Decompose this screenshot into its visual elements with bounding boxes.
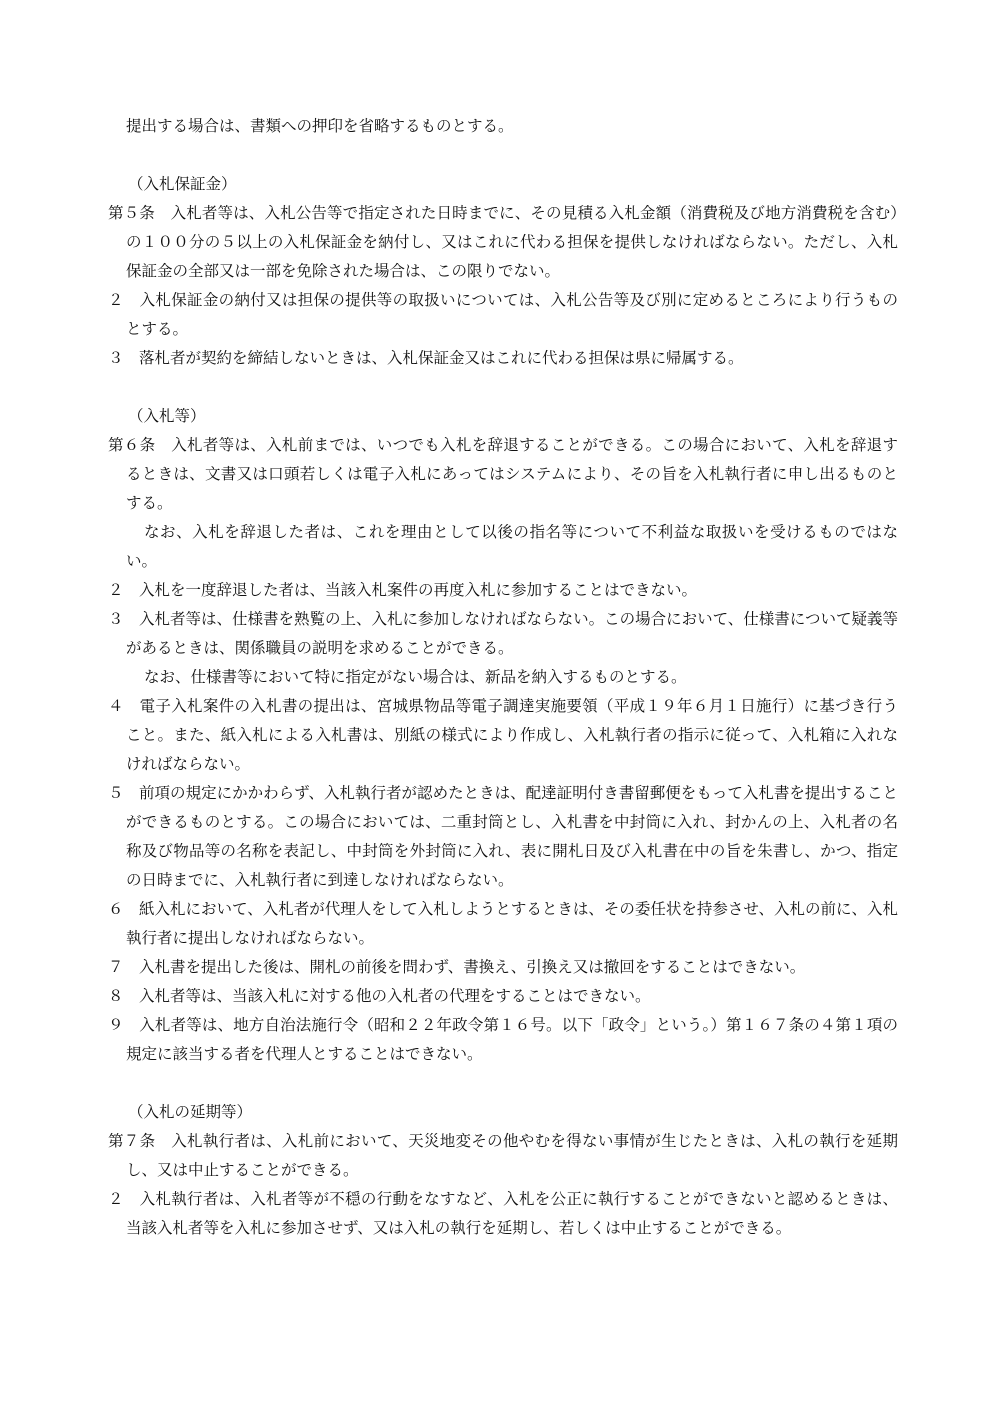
section-heading-postponement: （入札の延期等） <box>128 1103 253 1121</box>
article-5-item-3: ３ 落札者が契約を締結しないときは、入札保証金又はこれに代わる担保は県に帰属する。 <box>108 349 744 367</box>
article-6-item-6: ６ 紙入札において、入札者が代理人をして入札しようとするときは、その委任状を持参させ、入札の前に、入札執行者に提出しなければならない。 <box>108 900 898 947</box>
article-7: 第７条 入札執行者は、入札前において、天災地変その他やむを得ない事情が生じたときは、入札の執行を延期し、又は中止することができる。 <box>108 1132 898 1179</box>
article-7-item-2: ２ 入札執行者は、入札者等が不穏の行動をなすなど、入札を公正に執行することができないと認めるときは、当該入札者等を入札に参加させず、又は入札の執行を延期し、若しくは中止することができる。 <box>108 1190 898 1237</box>
article-6-item-9: ９ 入札者等は、地方自治法施行令（昭和２２年政令第１６号。以下「政令」という。）第１６７条の４第１項の規定に該当する者を代理人とすることはできない。 <box>108 1016 898 1063</box>
section-heading-bidding: （入札等） <box>128 407 206 425</box>
article-6-item-7: ７ 入札書を提出した後は、開札の前後を問わず、書換え、引換え又は撤回をすることはできない。 <box>108 958 806 976</box>
article-5: 第５条 入札者等は、入札公告等で指定された日時までに、その見積る入札金額（消費税及び地方消費税を含む）の１００分の５以上の入札保証金を納付し、又はこれに代わる担保を提供しなければならない。ただし、入札保証金の全部又は一部を免除された場合は、この限りでない。 <box>108 204 898 280</box>
article-6: 第６条 入札者等は、入札前までは、いつでも入札を辞退することができる。この場合において、入札を辞退するときは、文書又は口頭若しくは電子入札にあってはシステムにより、その旨を入札執行者に申し出るものとする。 <box>108 436 898 512</box>
section-heading-bid-bond: （入札保証金） <box>128 175 237 193</box>
opening-line: 提出する場合は、書類への押印を省略するものとする。 <box>126 117 514 135</box>
article-6-item-8: ８ 入札者等は、当該入札に対する他の入札者の代理をすることはできない。 <box>108 987 651 1005</box>
spacer <box>108 373 898 402</box>
article-6-item-3-note: なお、仕様書等において特に指定がない場合は、新品を納入するものとする。 <box>144 668 687 686</box>
article-6-item-5: ５ 前項の規定にかかわらず、入札執行者が認めたときは、配達証明付き書留郵便をもって入札書を提出することができるものとする。この場合においては、二重封筒とし、入札書を中封筒に入れ、封かんの上、入札者の名称及び物品等の名称を表記し、中封筒を外封筒に入れ、表に開札日及び入札書在中の旨を朱書し、かつ、指定の日時までに、入札執行者に到達しなければならない。 <box>108 784 898 889</box>
article-6-item-4: ４ 電子入札案件の入札書の提出は、宮城県物品等電子調達実施要領（平成１９年６月１日施行）に基づき行うこと。また、紙入札による入札書は、別紙の様式により作成し、入札執行者の指示に従って、入札箱に入れなければならない。 <box>108 697 898 773</box>
article-6-note: なお、入札を辞退した者は、これを理由として以後の指名等について不利益な取扱いを受けるものではない。 <box>126 523 898 570</box>
article-6-item-3: ３ 入札者等は、仕様書を熟覧の上、入札に参加しなければならない。この場合において、仕様書について疑義等があるときは、関係職員の説明を求めることができる。 <box>108 610 898 657</box>
document-page <box>108 112 898 1243</box>
article-6-item-2: ２ 入札を一度辞退した者は、当該入札案件の再度入札に参加することはできない。 <box>108 581 698 599</box>
article-5-item-2: ２ 入札保証金の納付又は担保の提供等の取扱いについては、入札公告等及び別に定めるところにより行うものとする。 <box>108 291 898 338</box>
spacer <box>108 1069 898 1098</box>
spacer <box>108 141 898 170</box>
